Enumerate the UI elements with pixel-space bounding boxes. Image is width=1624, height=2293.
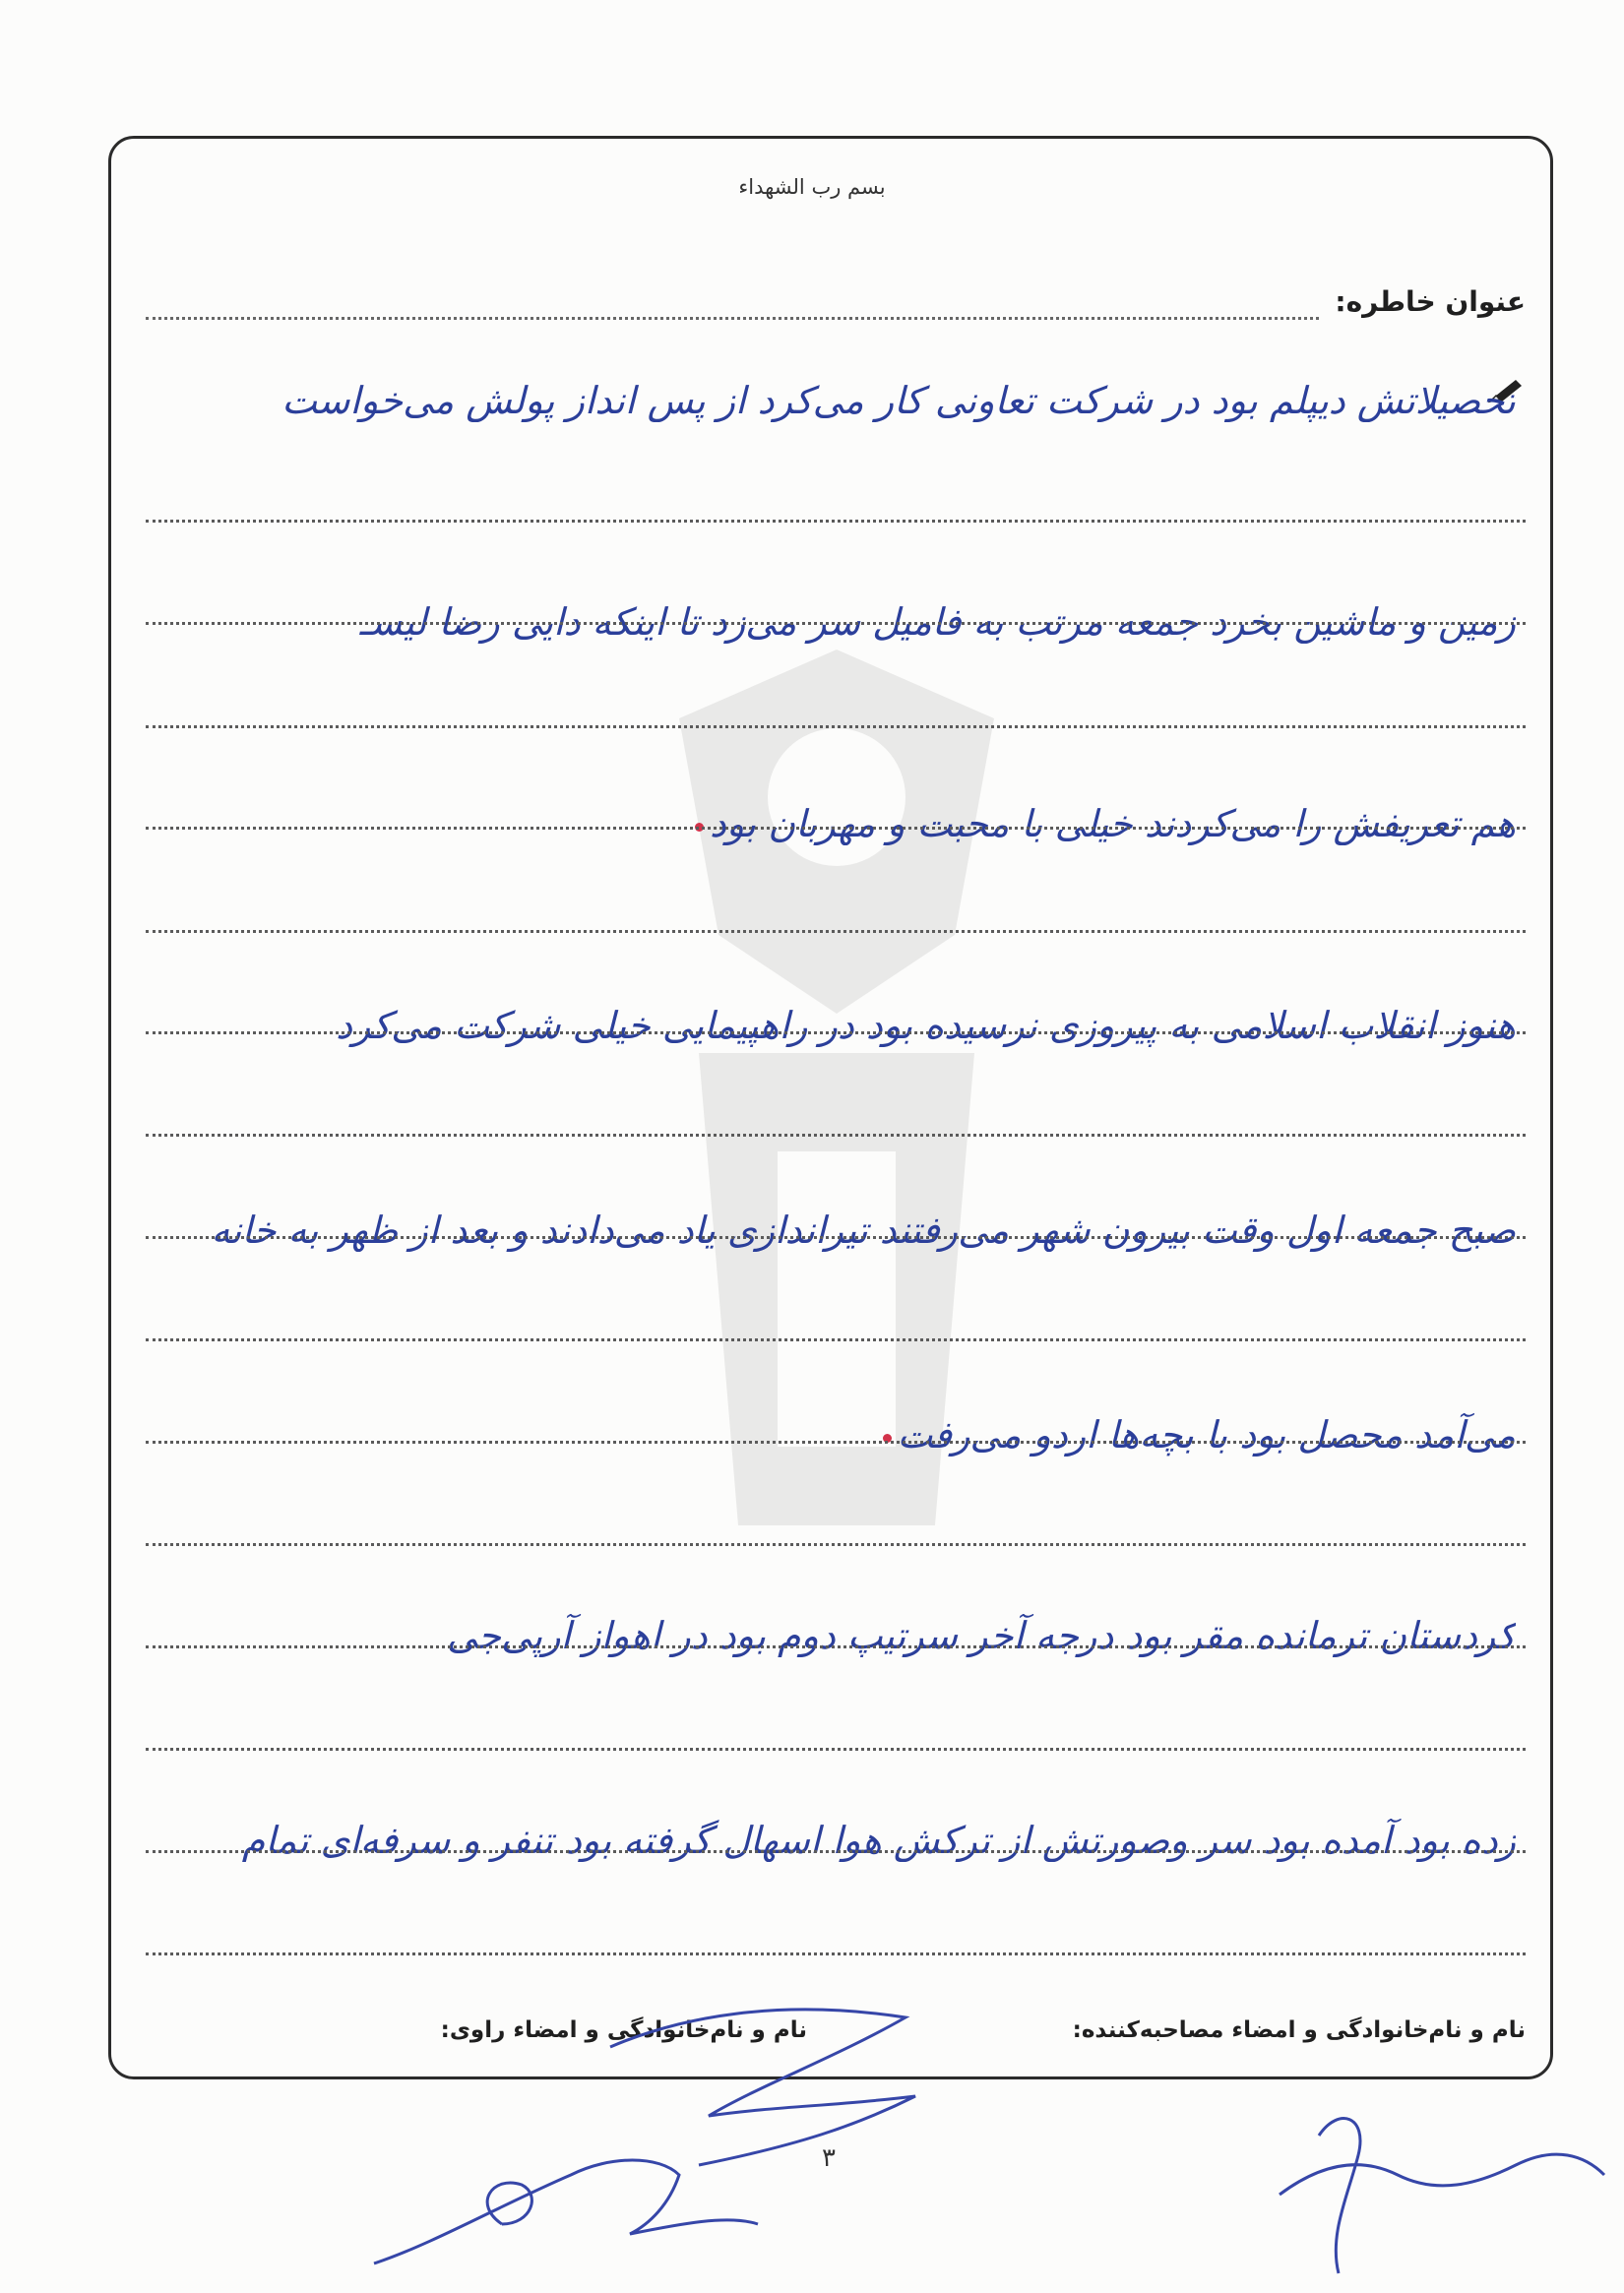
handwritten-line-2: زمین و ماشین بخرد جمعه مرتب به فامیل سر می‌زد تا اینکه دایی رضا لیسـ [359, 600, 1516, 644]
page-number: ۳ [822, 2143, 836, 2173]
dotted-rule [146, 1952, 1526, 1955]
handwritten-line-6: می‌آمد محصل بود با بچه‌ها اردو می‌رفت [98, 1413, 1516, 1456]
dotted-rule [146, 1338, 1526, 1341]
dotted-rule [146, 827, 1526, 830]
dotted-rule [146, 1748, 1526, 1751]
handwritten-line-4: هنوز انقلاب اسلامی به پیروزی نرسیده بود در راهپیمایی خیلی شرکت می‌کرد [336, 1004, 1516, 1047]
dotted-rule [146, 1134, 1526, 1137]
third-signature [1260, 2096, 1614, 2283]
dotted-rule [146, 1236, 1526, 1239]
handwritten-line-5: صبح جمعه اول وقت بیرون شهر می‌رفتند تیراندازی یاد می‌دادند و بعد از ظهر به خانه [211, 1208, 1516, 1252]
handwritten-line-8: زده بود آمده بود سر وصورتش از ترکش هوا اسهال گرفته بود تنفر و سرفه‌ای تمام [241, 1819, 1516, 1862]
dotted-rule [146, 1031, 1526, 1034]
narrator-signature-label: نام و نام‌خانوادگی و امضاء راوی: [440, 2017, 807, 2043]
handwritten-line-3: هم تعریفش را می‌کردند خیلی با محبت و مهربان بود [98, 802, 1516, 845]
dotted-rule [146, 1850, 1526, 1853]
dotted-rule [146, 1543, 1526, 1546]
dotted-rule [146, 930, 1526, 933]
dotted-rule [146, 520, 1526, 523]
title-dotted-line [146, 317, 1319, 320]
narrator-signature [354, 2116, 768, 2283]
handwritten-line-1: تحصیلاتش دیپلم بود در شرکت تعاونی کار می‌کرد از پس انداز پولش می‌خواست [281, 379, 1516, 422]
memoir-title-label: عنوان خاطره: [1335, 285, 1526, 318]
page-frame [108, 136, 1553, 2079]
dotted-rule [146, 725, 1526, 728]
dotted-rule [146, 1441, 1526, 1444]
dotted-rule [146, 1645, 1526, 1648]
basmala-header: بسم رب الشهداء [738, 175, 886, 199]
handwritten-line-7: کردستان ترمانده مقر بود درجه آخر سرتیپ دوم بود در اهواز آرپی‌جی [446, 1614, 1516, 1657]
interviewer-signature-label: نام و نام‌خانوادگی و امضاء مصاحبه‌کننده: [1072, 2017, 1526, 2043]
dotted-rule [146, 622, 1526, 625]
